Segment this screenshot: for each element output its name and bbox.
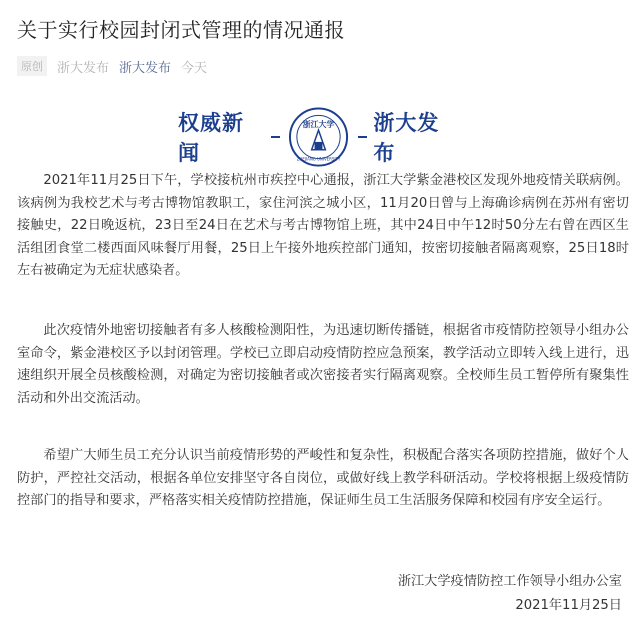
banner-right-text: 浙大发布 <box>373 111 440 165</box>
emblem-latin-text: ZHEJIANG UNIVERSITY <box>297 156 341 162</box>
banner-divider <box>358 136 368 138</box>
emblem-script-text: 浙江大学 <box>303 120 335 130</box>
signature-office: 浙江大学疫情防控工作领导小组办公室 <box>397 574 622 589</box>
banner-left-text: 权威新闻 <box>178 111 244 165</box>
article-meta <box>17 56 207 76</box>
article-title: 关于实行校园封闭式管理的情况通报 <box>17 18 345 42</box>
author-name: 浙大发布 <box>57 60 110 76</box>
paragraph-3: 希望广大师生员工充分认识当前疫情形势的严峻性和复杂性，积极配合落实各项防控措施，做好个人防护，严控社交活动，根据各单位安排坚守各自岗位，或做好线上教学科研活动。学校将根据上级疫情防控部门的指导和要求，严格落实相关疫情防控措施，保证师生员工生活服务保障和校园有序安全运行。 <box>17 448 629 508</box>
paragraph-1: 2021年11月25日下午，学校接杭州市疾控中心通报，浙江大学紫金港校区发现外地疫情关联病例。该病例为我校艺术与考古博物馆教职工，家住河滨之城小区，11月20日曾与上海确诊病例在苏州有密切接触史，22日晚返杭，23日至24日在艺术与考古博物馆上班，其中24日中午12时50分左右曾在西区生活组团食堂二楼西面风味餐厅用餐，25日上午接外地疾控部门通知，按密切接触者隔离观察，25日18时左右被确定为无症状感染者。 <box>17 173 629 278</box>
paragraph-2: 此次疫情外地密切接触者有多人核酸检测阳性，为迅速切断传播链，根据省市疫情防控领导小组办公室命令，紫金港校区予以封闭管理。学校已立即启动疫情防控应急预案，教学活动立即转入线上进行，迅速组织开展全员核酸检测，对确定为密切接触者或次密接者实行隔离观察。全校师生员工暂停所有聚集性活动和外出交流活动。 <box>17 323 629 406</box>
banner-divider <box>271 136 281 138</box>
account-link[interactable]: 浙大发布 <box>119 60 172 76</box>
university-emblem-icon <box>288 106 349 168</box>
original-badge: 原创 <box>17 56 47 76</box>
publish-date: 今天 <box>181 60 208 76</box>
signature-date: 2021年11月25日 <box>515 598 622 613</box>
header-banner <box>178 106 460 168</box>
